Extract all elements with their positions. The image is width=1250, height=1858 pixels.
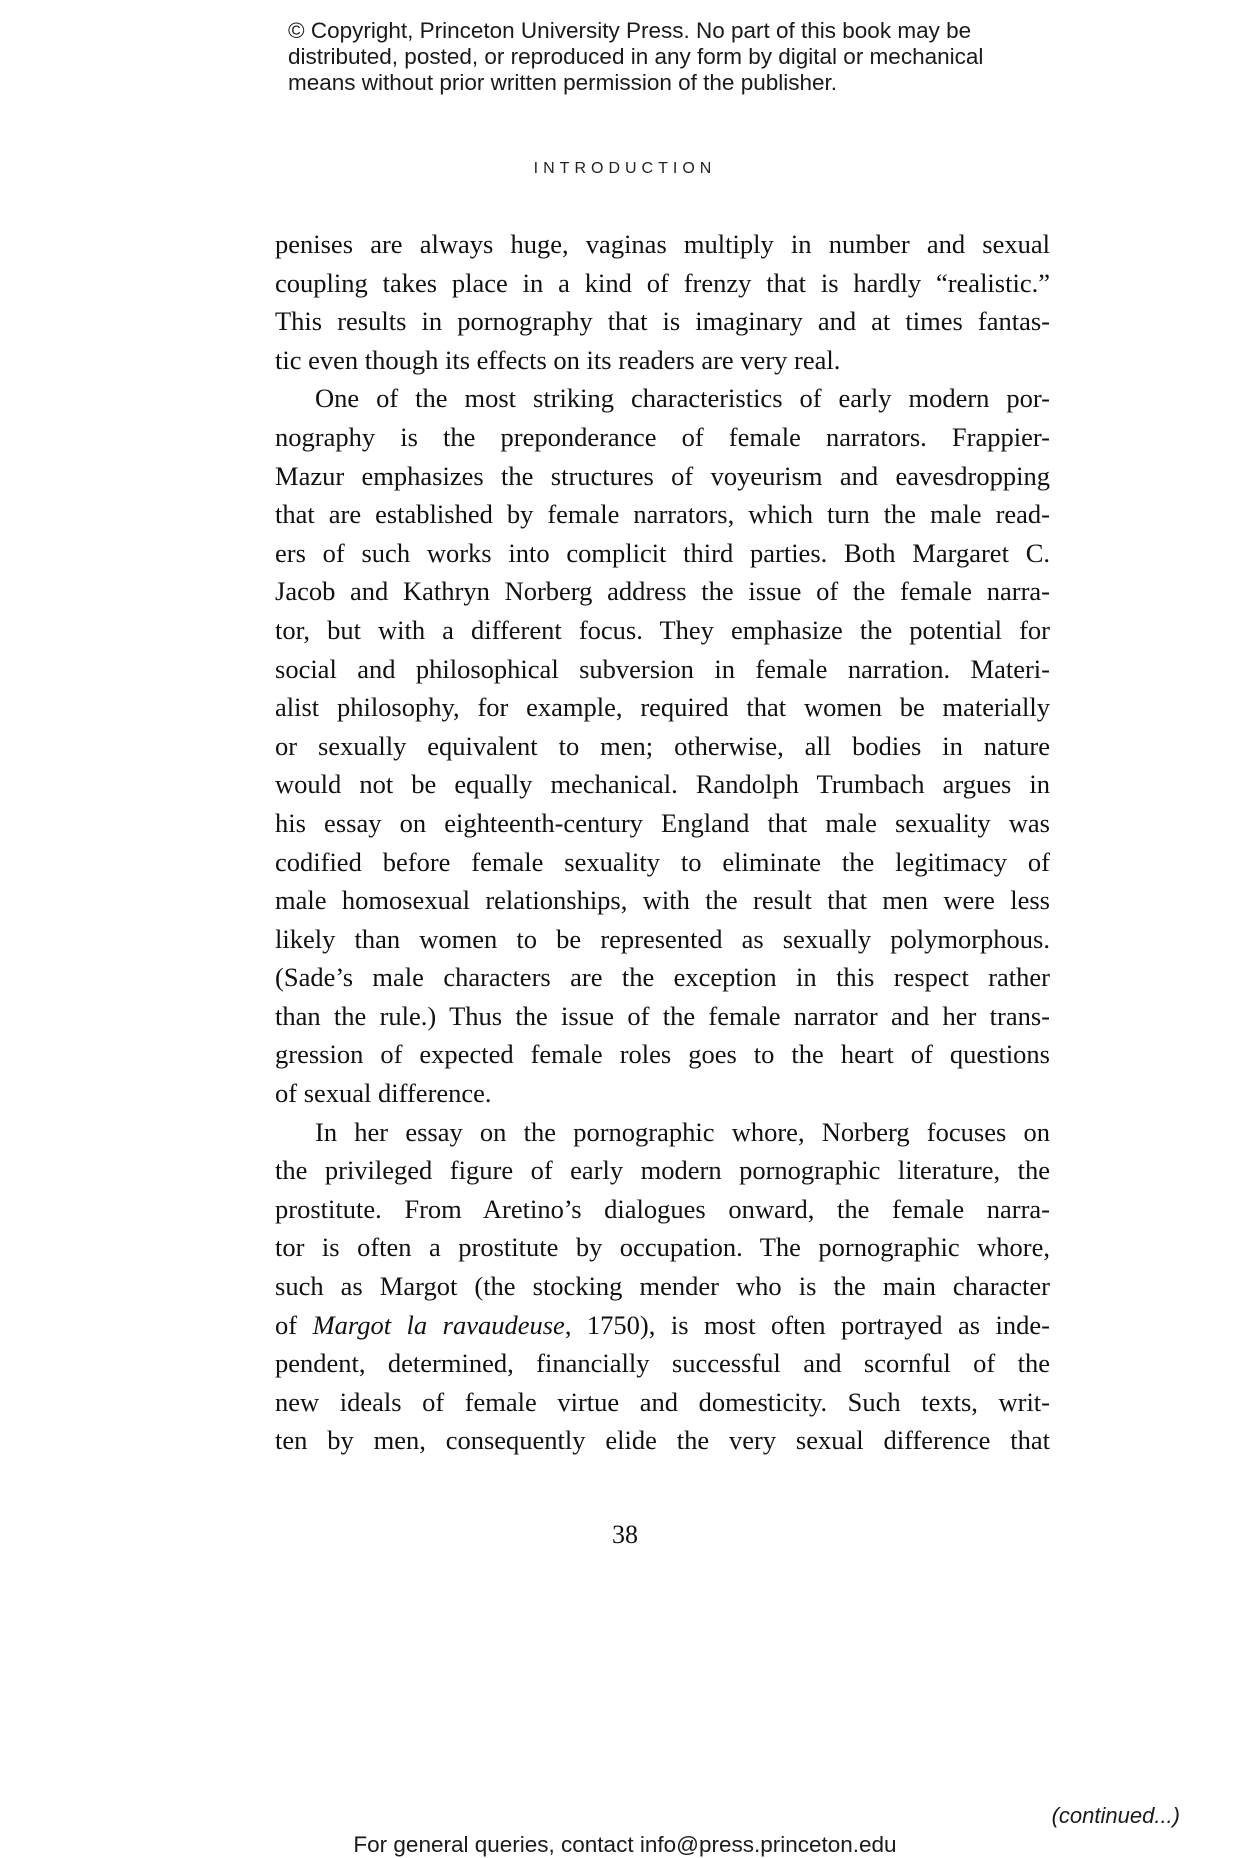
text-line: (Sade’s male characters are the exception in this respect rather <box>275 962 1050 993</box>
text-line: In her essay on the pornographic whore, Norberg focuses on <box>315 1116 1050 1147</box>
text-line: his essay on eighteenth-century England that male sexuality was <box>275 807 1050 838</box>
copyright-notice <box>288 18 1048 96</box>
text-line: of sexual difference. <box>275 1078 492 1109</box>
text-line: or sexually equivalent to men; otherwise, all bodies in nature <box>275 730 1050 761</box>
text-line: tor is often a prostitute by occupation. The pornographic whore, <box>275 1232 1050 1263</box>
text-line: gression of expected female roles goes to the heart of questions <box>275 1039 1050 1070</box>
text-line: One of the most striking characteristics of early modern por- <box>315 383 1050 414</box>
book-title: Margot la ravaudeuse <box>312 1309 565 1340</box>
copyright-line: distributed, posted, or reproduced in any form by digital or mechanical <box>288 44 984 69</box>
text-line: male homosexual relationships, with the result that men were less <box>275 885 1050 916</box>
text-line-with-title <box>275 1306 1050 1345</box>
text-line: than the rule.) Thus the issue of the female narrator and her trans- <box>275 1000 1050 1031</box>
text-line: ten by men, consequently elide the very sexual difference that <box>275 1425 1050 1456</box>
body-text <box>275 225 1050 1460</box>
text-line: tor, but with a different focus. They emphasize the potential for <box>275 614 1050 645</box>
text-fragment: , 1750), is most often portrayed as inde- <box>564 1309 1051 1340</box>
text-line: Jacob and Kathryn Norberg address the issue of the female narra- <box>275 576 1050 607</box>
text-line: new ideals of female virtue and domesticity. Such texts, writ- <box>275 1386 1050 1417</box>
text-fragment: of <box>275 1309 313 1340</box>
text-line: the privileged figure of early modern pornographic literature, the <box>275 1155 1050 1186</box>
copyright-line: means without prior written permission of the publisher. <box>288 70 838 95</box>
text-line: such as Margot (the stocking mender who is the main character <box>275 1271 1050 1302</box>
text-line: likely than women to be represented as sexually polymorphous. <box>275 923 1050 954</box>
text-line: would not be equally mechanical. Randolph Trumbach argues in <box>275 769 1050 800</box>
text-line: coupling takes place in a kind of frenzy that is hardly “realistic.” <box>275 267 1050 298</box>
text-line: ers of such works into complicit third parties. Both Margaret C. <box>275 537 1050 568</box>
text-line: nography is the preponderance of female narrators. Frappier- <box>275 421 1050 452</box>
copyright-line: © Copyright, Princeton University Press. No part of this book may be <box>288 18 972 43</box>
text-line: This results in pornography that is imaginary and at times fantas- <box>275 306 1050 337</box>
running-head: INTRODUCTION <box>533 160 717 177</box>
text-line: Mazur emphasizes the structures of voyeurism and eavesdropping <box>275 460 1050 491</box>
page-number: 38 <box>612 1520 638 1549</box>
text-line: alist philosophy, for example, required that women be materially <box>275 692 1050 723</box>
text-line: prostitute. From Aretino’s dialogues onward, the female narra- <box>275 1193 1050 1224</box>
text-line: that are established by female narrators, which turn the male read- <box>275 499 1050 530</box>
text-line: codified before female sexuality to eliminate the legitimacy of <box>275 846 1050 877</box>
text-line: pendent, determined, financially successful and scornful of the <box>275 1348 1050 1379</box>
text-line: tic even though its effects on its readers are very real. <box>275 344 841 375</box>
text-line: penises are always huge, vaginas multiply in number and sexual <box>275 229 1050 259</box>
text-line: social and philosophical subversion in female narration. Materi- <box>275 653 1050 684</box>
continued-note: (continued...) <box>1051 1803 1180 1828</box>
footer-contact: For general queries, contact info@press.princeton.edu <box>353 1832 897 1857</box>
